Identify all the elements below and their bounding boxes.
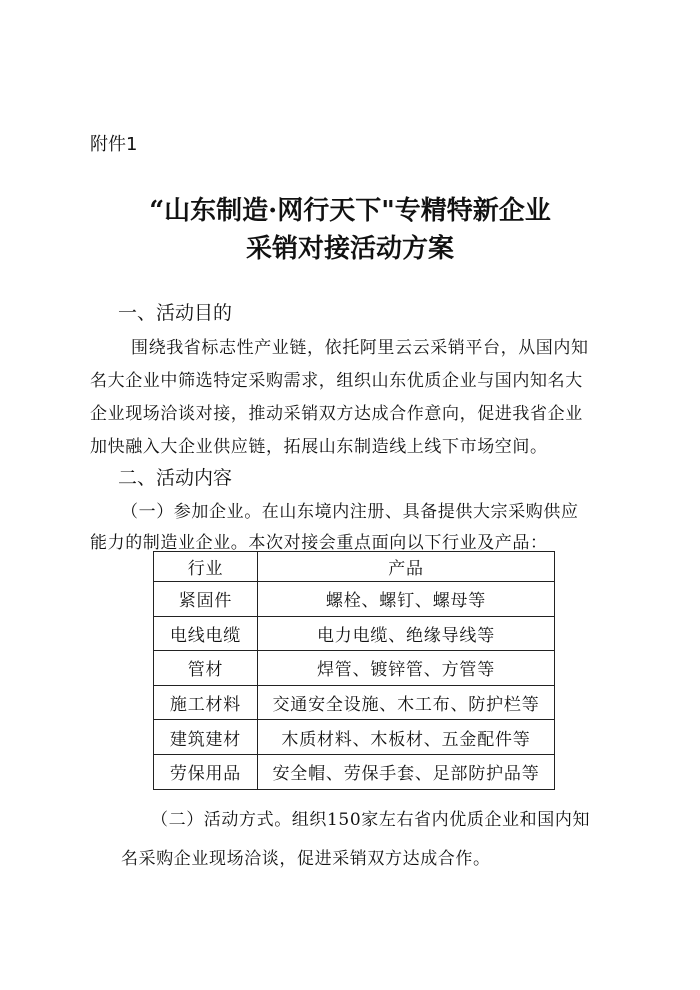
table-header-product: 产品 bbox=[258, 552, 555, 582]
table-row bbox=[154, 720, 555, 755]
document-title-line-1: “山东制造·网行天下"专精特新企业 bbox=[149, 196, 551, 226]
table-row bbox=[154, 685, 555, 720]
table-row bbox=[154, 754, 555, 789]
paragraph-line: 能力的制造业企业。本次对接会重点面向以下行业及产品： bbox=[90, 533, 548, 553]
table-cell-industry: 劳保用品 bbox=[154, 754, 258, 789]
table-cell-industry: 管材 bbox=[154, 651, 258, 686]
table-cell-industry: 紧固件 bbox=[154, 582, 258, 617]
paragraph-line: 企业现场洽谈对接，推动采销双方达成合作意向，促进我省企业 bbox=[90, 404, 583, 424]
table-header-row bbox=[154, 552, 555, 582]
paragraph-line: （二）活动方式。组织150家左右省内优质企业和国内知 bbox=[151, 810, 591, 830]
table-cell-product: 焊管、镀锌管、方管等 bbox=[258, 651, 555, 686]
paragraph-line: 名采购企业现场洽谈，促进采销双方达成合作。 bbox=[121, 849, 491, 869]
section-heading-content: 二、活动内容 bbox=[118, 467, 233, 489]
paragraph-line: 名大企业中筛选特定采购需求，组织山东优质企业与国内知名大 bbox=[90, 371, 583, 391]
table-cell-product: 木质材料、木板材、五金配件等 bbox=[258, 720, 555, 755]
paragraph-line: 加快融入大企业供应链，拓展山东制造线上线下市场空间。 bbox=[90, 437, 548, 457]
table-row bbox=[154, 651, 555, 686]
table-row bbox=[154, 616, 555, 651]
table-row bbox=[154, 582, 555, 617]
paragraph-line: 围绕我省标志性产业链，依托阿里云云采销平台，从国内知 bbox=[131, 338, 589, 358]
table-cell-product: 交通安全设施、木工布、防护栏等 bbox=[258, 685, 555, 720]
table-header-industry: 行业 bbox=[154, 552, 258, 582]
attachment-label: 附件1 bbox=[90, 134, 138, 155]
table-cell-product: 安全帽、劳保手套、足部防护品等 bbox=[258, 754, 555, 789]
table-cell-product: 电力电缆、绝缘导线等 bbox=[258, 616, 555, 651]
industry-product-table bbox=[153, 551, 555, 790]
paragraph-line: （一）参加企业。在山东境内注册、具备提供大宗采购供应 bbox=[121, 502, 579, 522]
table-cell-industry: 施工材料 bbox=[154, 685, 258, 720]
section-heading-purpose: 一、活动目的 bbox=[118, 302, 233, 324]
table-cell-product: 螺栓、螺钉、螺母等 bbox=[258, 582, 555, 617]
table-cell-industry: 建筑建材 bbox=[154, 720, 258, 755]
document-title-line-2: 采销对接活动方案 bbox=[245, 234, 454, 264]
table-cell-industry: 电线电缆 bbox=[154, 616, 258, 651]
